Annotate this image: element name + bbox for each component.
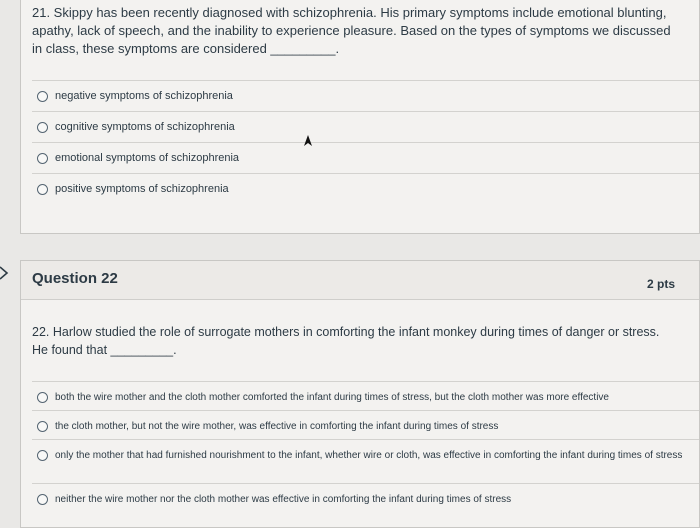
answer-option[interactable] (32, 483, 699, 512)
radio-button[interactable] (37, 450, 48, 461)
radio-button[interactable] (37, 91, 48, 102)
answer-option[interactable] (32, 80, 699, 111)
radio-button[interactable] (37, 122, 48, 133)
points-label: 2 pts (646, 277, 675, 291)
answer-label: the cloth mother, but not the wire mother, was effective in comforting the infant during times of stress (55, 421, 499, 432)
radio-button[interactable] (37, 494, 48, 505)
answer-label: negative symptoms of schizophrenia (55, 90, 233, 102)
answer-option[interactable] (32, 439, 699, 483)
chevron-right-icon[interactable] (0, 265, 11, 281)
answer-option[interactable] (32, 173, 699, 204)
question-21-card (20, 0, 700, 234)
answer-option[interactable] (32, 142, 699, 173)
answer-label: neither the wire mother nor the cloth mother was effective in comforting the infant during times of stress (55, 494, 512, 505)
mouse-cursor-icon (302, 133, 314, 147)
question-22-header (21, 261, 699, 300)
answer-option[interactable] (32, 111, 699, 142)
radio-button[interactable] (37, 184, 48, 195)
answer-label: emotional symptoms of schizophrenia (55, 152, 240, 164)
question-21-answers (32, 80, 699, 204)
question-22-text: 22. Harlow studied the role of surrogate mothers in comforting the infant monkey during times of danger or stress. He found that _________. (32, 325, 660, 357)
radio-button[interactable] (37, 392, 48, 403)
question-22-card (20, 260, 700, 528)
answer-label: both the wire mother and the cloth mother comforted the infant during times of stress, but the cloth mother was more effective (55, 392, 609, 403)
answer-label: positive symptoms of schizophrenia (55, 183, 229, 195)
answer-option[interactable] (32, 410, 699, 439)
question-title: Question 22 (32, 270, 118, 287)
question-22-answers (32, 381, 699, 512)
answer-label: only the mother that had furnished nourishment to the infant, whether wire or cloth, was effective in comforting the infant during times of stress (55, 450, 683, 461)
answer-label: cognitive symptoms of schizophrenia (55, 121, 235, 133)
radio-button[interactable] (37, 421, 48, 432)
answer-option[interactable] (32, 381, 699, 410)
radio-button[interactable] (37, 153, 48, 164)
question-21-text: 21. Skippy has been recently diagnosed with schizophrenia. His primary symptoms include emotional blunting, apathy, lack of speech, and the inability to experience pleasure. Based on the types of symptoms we discussed in class, these symptoms are considered _________. (32, 5, 671, 56)
